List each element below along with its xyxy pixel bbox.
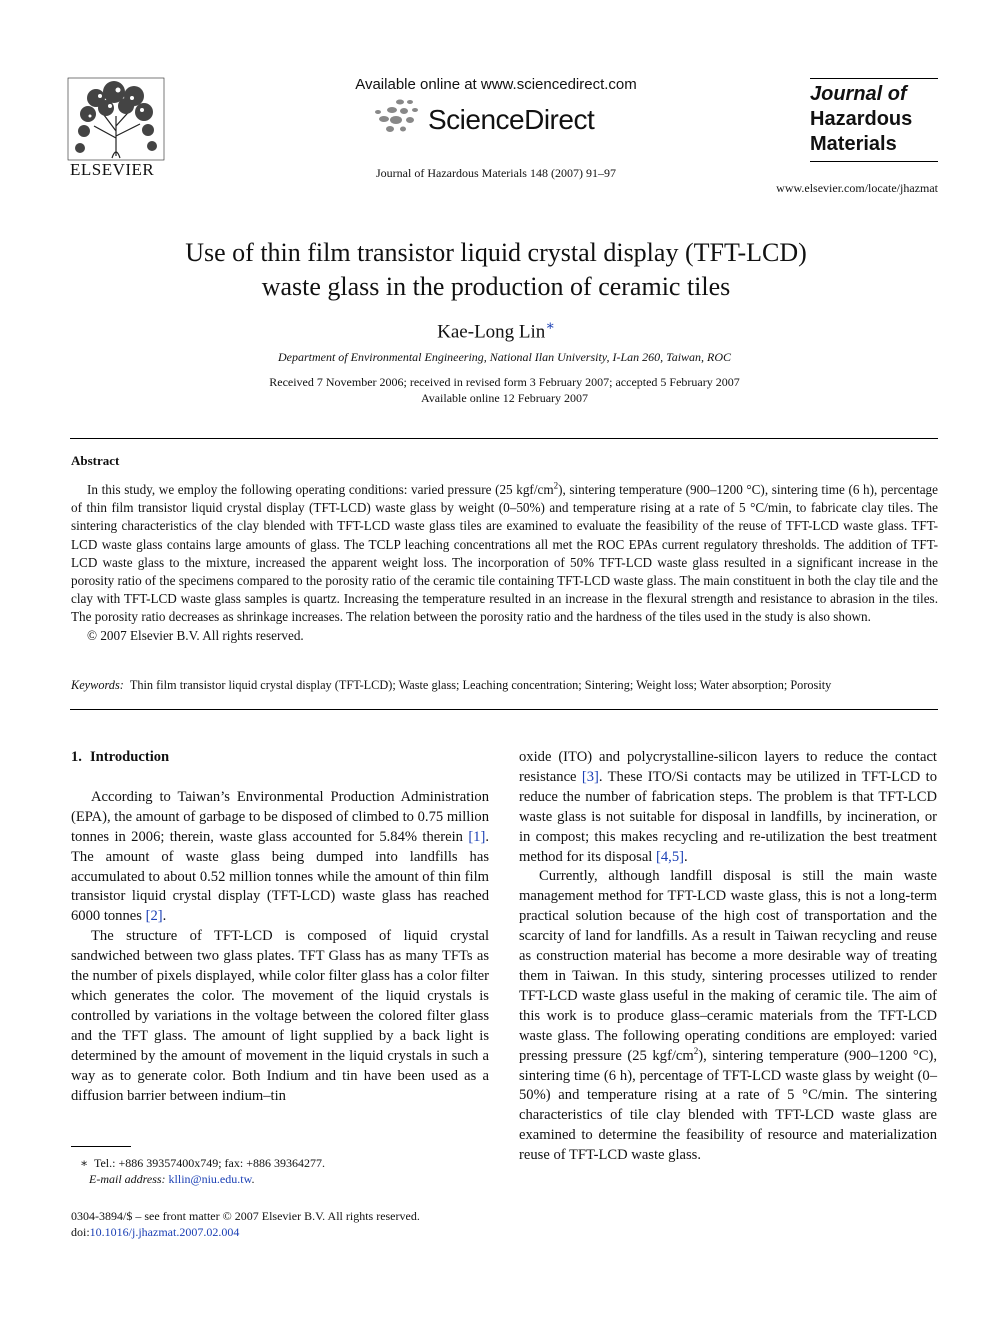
- abstract-body: [71, 481, 938, 645]
- publisher-name: ELSEVIER: [70, 160, 155, 179]
- ref-link-1[interactable]: [1]: [468, 828, 486, 845]
- issn-block: [71, 1208, 420, 1240]
- affiliation: Department of Environmental Engineering, National Ilan University, I-Lan 260, Taiwan, ROC: [277, 350, 732, 364]
- title-line-1: Use of thin film transistor liquid crystal display (TFT-LCD): [185, 238, 807, 267]
- journal-name-line2: Hazardous: [810, 108, 913, 130]
- journal-name-line1: Journal of: [810, 83, 907, 105]
- divider-top: [70, 438, 938, 439]
- sciencedirect-wordmark: ScienceDirect: [428, 104, 595, 135]
- intro-paragraph-2-cont: oxide (ITO) and polycrystalline-silicon layers to reduce the contact resistance [3]. These ITO/Si contacts may be utilized in TFT-LCD to reduce the number of fabrication steps. The problem is that TFT-LCD waste glass is not suitable for disposal in landfills, by incineration, or in compost; this makes recycling and re-utilization the best treatment method for its disposal [4,5].: [519, 749, 937, 865]
- available-date: Available online 12 February 2007: [420, 391, 589, 405]
- footnote-rule: [71, 1146, 131, 1147]
- keywords-label: Keywords:: [71, 678, 124, 692]
- journal-name: [810, 82, 938, 157]
- journal-citation: Journal of Hazardous Materials 148 (2007) 91–97: [376, 166, 616, 180]
- author-name: Kae-Long Lin: [437, 321, 546, 343]
- section-heading-introduction: 1. Introduction: [71, 749, 170, 765]
- column-right: [519, 748, 937, 1166]
- title-line-2: waste glass in the production of ceramic tiles: [261, 272, 731, 301]
- column-left: [71, 748, 489, 1106]
- footnote-contact: ∗ Tel.: +886 39357400x749; fax: +886 39364277.: [80, 1156, 325, 1170]
- front-matter-line: 0304-3894/$ – see front matter © 2007 Elsevier B.V. All rights reserved.: [71, 1209, 420, 1223]
- divider-bottom: [70, 709, 938, 710]
- footnote-email: E-mail address: kllin@niu.edu.tw.: [89, 1172, 255, 1186]
- abstract-heading: Abstract: [71, 453, 120, 468]
- journal-logo-box: [810, 78, 938, 162]
- article-dates: [0, 374, 992, 406]
- keywords: [71, 678, 938, 693]
- abstract-copyright: © 2007 Elsevier B.V. All rights reserved.: [87, 627, 304, 643]
- article-title: [90, 236, 902, 304]
- abstract-paragraph: In this study, we employ the following operating conditions: varied pressure (25 kgf/$cm^2$), sintering temperature (900–1200 °C), sintering time (6 h), percentage of thin film transistor liquid crystal display (TFT-LCD) waste glass by weight (0–50%) and temperature rising at a rate of 5 °C/min, to fabricate clay tiles. The sintering characteristics of the clay blended with TFT-LCD waste glass tiles are examined to evaluate the feasibility of the reuse of TFT-LCD waste glass. TFT-LCD waste glass contains large amounts of glass. The TCLP leaching concentrations all met the ROC EPAs current regulatory thresholds. The addition of TFT-LCD waste glass to the mixture, increased the apparent weight loss. The incorporation of 50% TFT-LCD waste glass resulted in a significant increase in the porosity ratio of the specimens compared to the porosity ratio of the ceramic tile containing TFT-LCD waste glass. The main constituent in both the clay tile and the clay with TFT-LCD waste glass samples is quartz. Increasing the temperature resulted in an increase in the flexural strength and resistance to abrasion in the tiles. The porosity ratio decreases as shrinkage increases. The relation between the porosity ratio and the hardness of the tiles used in the study is also shown.: [71, 480, 938, 625]
- ref-link-2[interactable]: [2]: [145, 908, 163, 925]
- doi-link[interactable]: 10.1016/j.jhazmat.2007.02.004: [89, 1225, 240, 1239]
- received-dates: Received 7 November 2006; received in revised form 3 February 2007; accepted 5 February 2007: [269, 375, 740, 389]
- journal-url[interactable]: www.elsevier.com/locate/jhazmat: [776, 181, 938, 195]
- intro-paragraph-3: Currently, although landfill disposal is still the main waste management method for TFT-LCD waste glass, this is not a long-term practical solution because of the high cost of transportation and the scarcity of land for landfills. As a result in Taiwan recycling and reuse as construction material has become a more desirable way of treating them in Taiwan. In this study, sintering processes utilized to render TFT-LCD waste glass useful in the making of ceramic tile. The aim of this work is to produce glass–ceramic materials from the TFT-LCD waste glass. The following operating conditions are employed: varied pressing pressure (25 kgf/$cm^2$), sintering temperature (900–1200 °C), sintering time (6 h), percentage of TFT-LCD waste glass by weight (0–50%) and temperature rising at a rate of 5 °C/min. The sintering characteristics of tile clay blended with TFT-LCD waste glass are examined to determine the feasibility of resource and materialization reuse of TFT-LCD waste glass.: [519, 868, 937, 1164]
- journal-name-line3: Materials: [810, 133, 897, 155]
- intro-paragraph-1: According to Taiwan’s Environmental Production Administration (EPA), the amount of garbage to be disposed of climbed to 0.75 million tonnes in 2006; therein, waste glass accounted for 5.84% therein [1]. The amount of waste glass being dumped into landfills has accumulated to about 0.52 million tonnes while the amount of thin film transistor liquid crystal display (TFT-LCD) waste glass has reached 6000 tonnes [2].: [71, 788, 489, 925]
- author-line: [0, 318, 992, 343]
- available-online-text: Available online at www.sciencedirect.com: [355, 76, 637, 93]
- intro-paragraph-2: The structure of TFT-LCD is composed of liquid crystal sandwiched between two glass plates. TFT Glass has as many TFTs as the number of pixels displayed, while color filter glass has a color filter which generates the color. The movement of the liquid crystals is controlled by variations in the voltage between the colored filter glass and the TFT glass. The amount of light supplied by a back light is determined by the amount of movement in the liquid crystals in such a way as to generate color. Both Indium and tin have been used as a diffusion barrier between indium–tin: [71, 928, 489, 1104]
- author-footnote-mark[interactable]: ∗: [545, 319, 555, 334]
- ref-link-4-5[interactable]: [4,5]: [656, 848, 684, 865]
- email-link[interactable]: kllin@niu.edu.tw: [168, 1172, 252, 1186]
- keywords-list: Thin film transistor liquid crystal display (TFT-LCD); Waste glass; Leaching concentration; Sintering; Weight loss; Water absorption; Porosity: [129, 678, 832, 692]
- ref-link-3[interactable]: [3]: [581, 768, 599, 785]
- footnote: [80, 1155, 325, 1187]
- doi-line: doi:10.1016/j.jhazmat.2007.02.004: [71, 1225, 240, 1239]
